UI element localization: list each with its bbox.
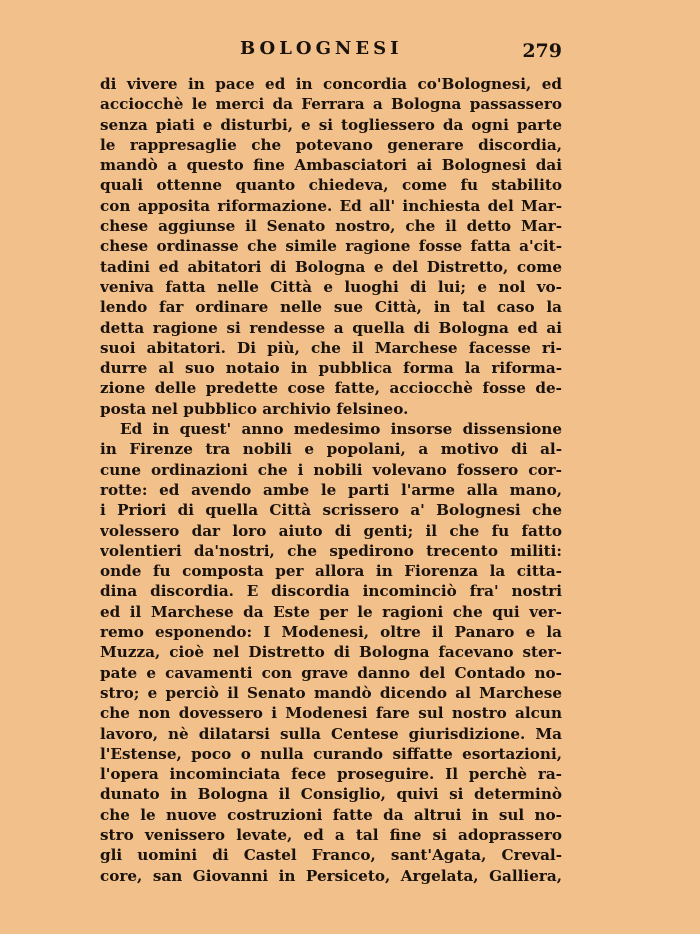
body-text [100,74,562,886]
text-line: acciocchè le merci da Ferrara a Bologna passassero [100,95,562,114]
text-line: di vivere in pace ed in concordia co'Bolognesi, ed [100,75,562,93]
text-line: lavoro, nè dilatarsi sulla Centese giurisdizione. Ma [100,724,562,743]
text-line: dina discordia. E discordia incominciò fra' nostri [100,582,562,601]
text-line: detta ragione si rendesse a quella di Bologna ed ai [100,318,562,337]
text-line: stro; e perciò il Senato mandò dicendo al Marchese [100,683,562,702]
text-line: l'opera incominciata fece proseguire. Il perchè ra- [100,765,562,784]
text-line: ed il Marchese da Este per le ragioni che qui ver- [100,602,562,621]
text-line: che non dovessero i Modenesi fare sul nostro alcun [100,704,562,723]
text-line: zione delle predette cose fatte, acciocchè fosse de- [100,379,562,398]
text-line: che le nuove costruzioni fatte da altrui in sul no- [100,805,562,824]
text-line: lendo far ordinare nelle sue Città, in tal caso la [100,298,562,317]
text-line: tadini ed abitatori di Bologna e del Distretto, come [100,257,562,276]
text-line: i Priori di quella Città scrissero a' Bolognesi che [100,501,562,520]
text-line: chese aggiunse il Senato nostro, che il detto Mar- [100,217,562,236]
text-line: in Firenze tra nobili e popolani, a motivo di al- [100,440,562,459]
text-line: chese ordinasse che simile ragione fosse fatta a'cit- [100,237,562,256]
page-number: 279 [522,40,562,62]
text-line: rotte: ed avendo ambe le parti l'arme alla mano, [100,480,562,499]
text-line: Muzza, cioè nel Distretto di Bologna facevano ster- [100,643,562,662]
text-line: con apposita riformazione. Ed all' inchiesta del Mar- [100,196,562,215]
text-line: quali ottenne quanto chiedeva, come fu stabilito [100,176,562,195]
text-line: suoi abitatori. Di più, che il Marchese facesse ri- [100,338,562,357]
text-line: dunato in Bologna il Consiglio, quivi si determinò [100,785,562,804]
text-line: gli uomini di Castel Franco, sant'Agata, Creval- [100,846,562,865]
text-line: le rappresaglie che potevano generare discordia, [100,135,562,154]
text-line: veniva fatta nelle Città e luoghi di lui; e nol vo- [100,277,562,296]
text-line: volessero dar loro aiuto di genti; il che fu fatto [100,521,562,540]
text-line: l'Estense, poco o nulla curando siffatte esortazioni, [100,744,562,763]
text-line: volentieri da'nostri, che spedirono trecento militi: [100,541,562,560]
text-line: mandò a questo fine Ambasciatori ai Bolognesi dai [100,156,562,175]
page-header [100,38,562,64]
text-line: durre al suo notaio in pubblica forma la riforma- [100,359,562,378]
text-line: stro venissero levate, ed a tal fine si adoprassero [100,825,562,844]
text-line: cune ordinazioni che i nobili volevano fossero cor- [100,460,562,479]
running-title: BOLOGNESI [240,38,403,59]
text-line: core, san Giovanni in Persiceto, Argelata, Galliera, [100,866,562,885]
paragraph-first-line: Ed in quest' anno medesimo insorse dissensione [120,420,562,439]
paragraph-last-line: posta nel pubblico archivio felsineo. [100,399,409,418]
text-line: senza piati e disturbi, e si togliessero da ogni parte [100,115,562,134]
text-line: pate e cavamenti con grave danno del Contado no- [100,663,562,682]
text-line: onde fu composta per allora in Fiorenza la citta- [100,562,562,581]
text-line: remo esponendo: I Modenesi, oltre il Panaro e la [100,623,562,642]
